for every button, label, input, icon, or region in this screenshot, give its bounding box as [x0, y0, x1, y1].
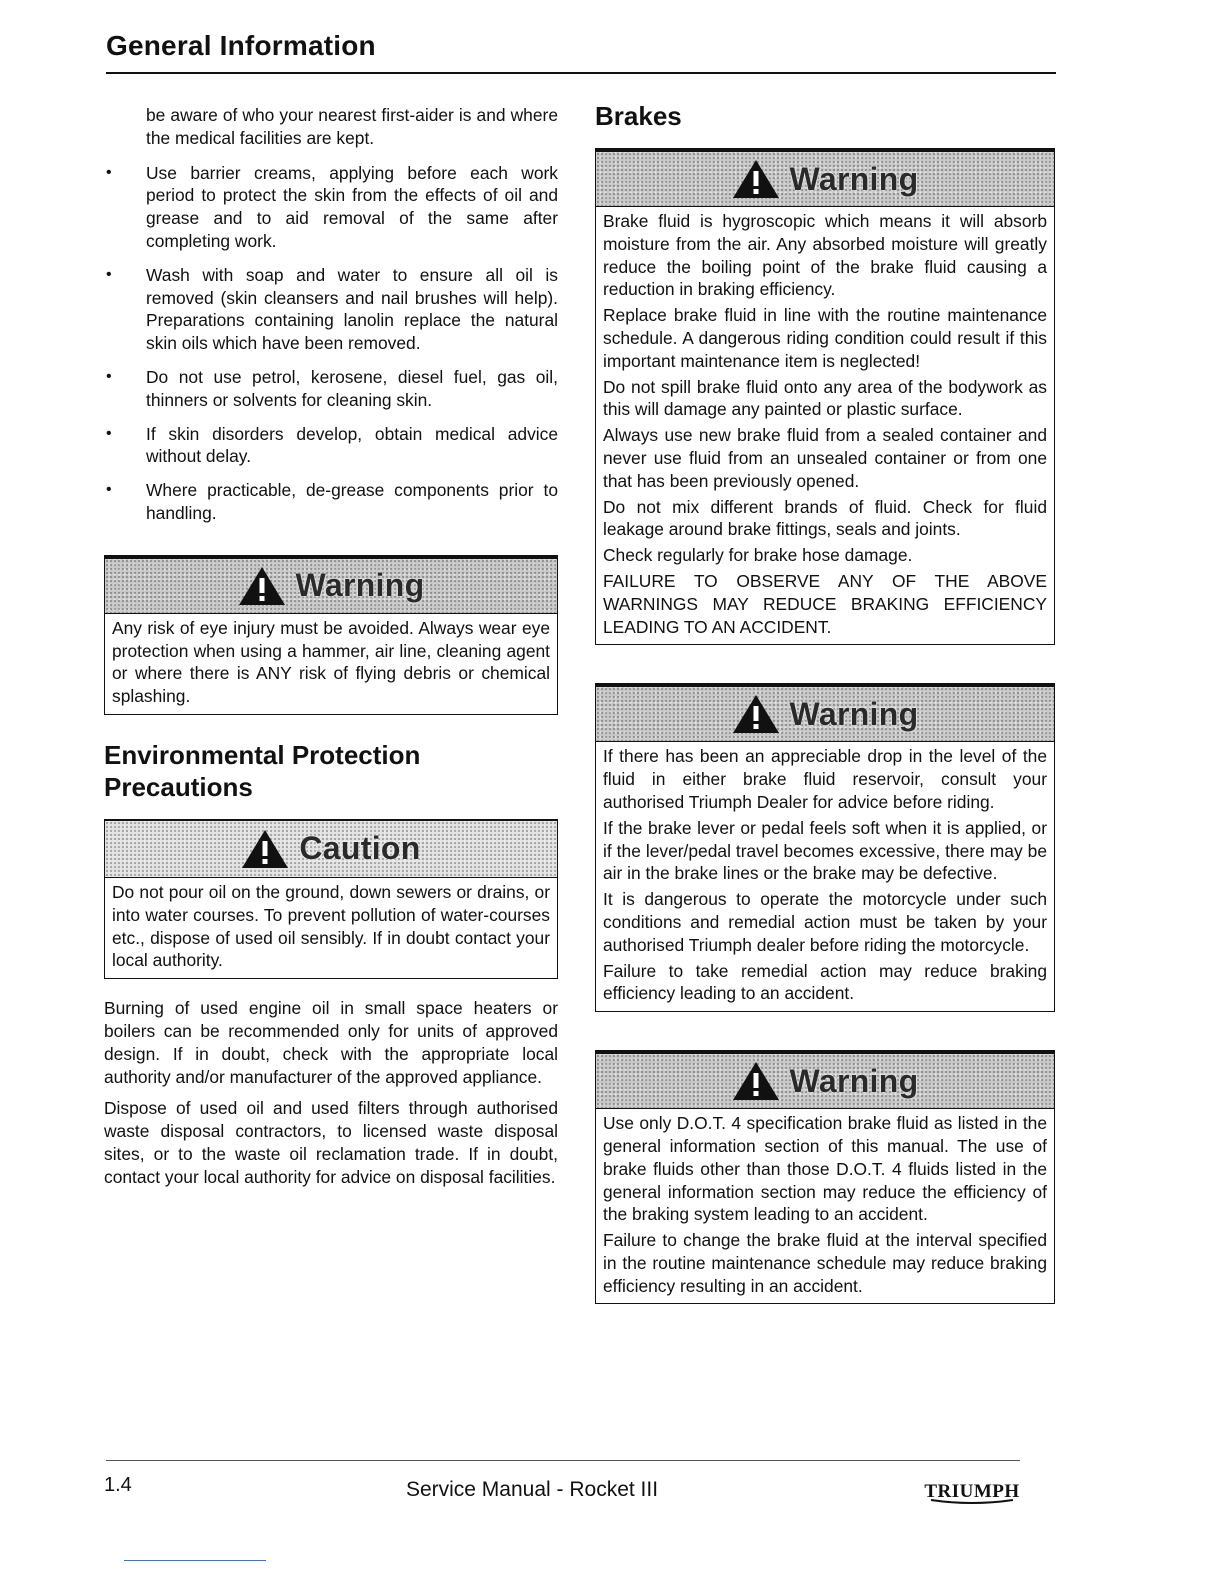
warning-text: If there has been an appreciable drop in the level of the fluid in either brake fluid reservoir, consult your authorised Triumph Dealer for advice before riding. [603, 746, 1047, 812]
environmental-heading [104, 739, 558, 803]
warning-body [596, 207, 1054, 644]
bullet-item: • Use barrier creams, applying before each work period to protect the skin from the effects of oil and grease and to aid removal of the same after completing work. [104, 162, 558, 253]
header-rule [106, 72, 1056, 74]
warning-text: Do not mix different brands of fluid. Check for fluid leakage around brake fittings, seals and joints. [603, 496, 1047, 540]
body-paragraph: Burning of used engine oil in small space heaters or boilers can be recommended only for units of approved design. If in doubt, check with the appropriate local authority and/or manufacturer of the approved appliance. [104, 998, 558, 1087]
caution-triangle-icon [241, 829, 289, 869]
warning-banner [596, 1051, 1054, 1109]
warning-body [596, 742, 1054, 1011]
manual-title: Service Manual - Rocket III [405, 1478, 659, 1501]
warning-body [105, 614, 557, 714]
warning-banner [596, 149, 1054, 207]
heading-line: Precautions [104, 771, 253, 802]
triumph-logo [917, 1476, 1027, 1506]
page-number: 1.4 [104, 1474, 132, 1496]
brake-reservoir-warning-box [595, 683, 1055, 1012]
continued-paragraph: be aware of who your nearest first-aider is and where the medical facilities are kept. [146, 105, 558, 148]
warning-text: It is dangerous to operate the motorcycle under such conditions and remedial action must be taken by your authorised Triumph dealer before riding the motorcycle. [603, 889, 1047, 955]
caution-banner [105, 820, 557, 878]
safety-bullet-list [104, 162, 558, 525]
caution-text: Do not pour oil on the ground, down sewers or drains, or into water courses. To prevent pollution of water-courses etc., dispose of used oil sensibly. If in doubt contact your local authority. [112, 881, 550, 971]
warning-text: Do not spill brake fluid onto any area of the bodywork as this will damage any painted or plastic surface. [603, 376, 1047, 420]
warning-text: Brake fluid is hygroscopic which means it will absorb moisture from the air. Any absorbed moisture will greatly reduce the boiling point of the brake fluid causing a reduction in braking efficiency. [603, 211, 1047, 300]
warning-label: Warning [789, 1062, 919, 1099]
warning-text: If the brake lever or pedal feels soft when it is applied, or if the lever/pedal travel becomes excessive, there may be air in the brake lines or the brake may be defective. [603, 817, 1047, 884]
right-column [595, 100, 1055, 1304]
warning-label: Warning [789, 695, 919, 732]
bullet-item: • Where practicable, de-grease components prior to handling. [104, 479, 558, 525]
warning-triangle-icon [732, 694, 780, 734]
warning-text: Always use new brake fluid from a sealed container and never use fluid from an unsealed container or from one that has been previously opened. [603, 425, 1047, 491]
warning-text: Check regularly for brake hose damage. [603, 545, 913, 566]
warning-text: Replace brake fluid in line with the routine maintenance schedule. A dangerous riding condition could result if this important maintenance item is neglected! [603, 305, 1047, 371]
warning-label: Warning [295, 567, 425, 604]
heading-line: Environmental Protection [104, 739, 421, 770]
warning-label: Warning [789, 160, 919, 197]
caution-label: Caution [299, 830, 421, 867]
eye-warning-box [104, 555, 558, 715]
footer-rule [106, 1460, 1020, 1461]
caution-body [105, 878, 557, 978]
bullet-item: • Wash with soap and water to ensure all oil is removed (skin cleansers and nail brushes will help). Preparations containing lanolin replace the natural skin oils which have been removed. [104, 264, 558, 355]
bullet-item: • Do not use petrol, kerosene, diesel fuel, gas oil, thinners or solvents for cleaning skin. [104, 366, 558, 412]
brake-fluid-warning-box [595, 148, 1055, 645]
warning-text: FAILURE TO OBSERVE ANY OF THE ABOVE WARNINGS MAY REDUCE BRAKING EFFICIENCY LEADING TO AN ACCIDENT. [603, 570, 1047, 637]
left-column [104, 104, 558, 1198]
warning-triangle-icon [238, 566, 286, 606]
page-title: General Information [106, 30, 376, 61]
warning-text: Failure to take remedial action may reduce braking efficiency leading to an accident. [603, 960, 1047, 1004]
warning-banner [105, 556, 557, 614]
bottom-edge-line [124, 1560, 266, 1561]
brakes-heading: Brakes [595, 101, 682, 131]
warning-text: Failure to change the brake fluid at the interval specified in the routine maintenance schedule may reduce braking efficiency resulting in an accident. [603, 1230, 1047, 1296]
warning-triangle-icon [732, 159, 780, 199]
caution-box [104, 819, 558, 979]
logo-text: TRIUMPH [924, 1481, 1020, 1502]
warning-text: Any risk of eye injury must be avoided. Always wear eye protection when using a hammer, air line, cleaning agent or where there is ANY risk of flying debris or chemical splashing. [112, 617, 550, 707]
warning-triangle-icon [732, 1061, 780, 1101]
dot4-warning-box [595, 1050, 1055, 1304]
warning-banner [596, 684, 1054, 742]
body-paragraph: Dispose of used oil and used filters through authorised waste disposal contractors, to licensed waste disposal sites, or to the waste oil reclamation trade. If in doubt, contact your local authority for advice on disposal facilities. [104, 1098, 558, 1187]
warning-body [596, 1109, 1054, 1303]
warning-text: Use only D.O.T. 4 specification brake fluid as listed in the general information section of this manual. The use of brake fluids other than those D.O.T. 4 fluids listed in the general information section may reduce the efficiency of the braking system leading to an accident. [603, 1113, 1047, 1225]
bullet-item: • If skin disorders develop, obtain medical advice without delay. [104, 423, 558, 469]
